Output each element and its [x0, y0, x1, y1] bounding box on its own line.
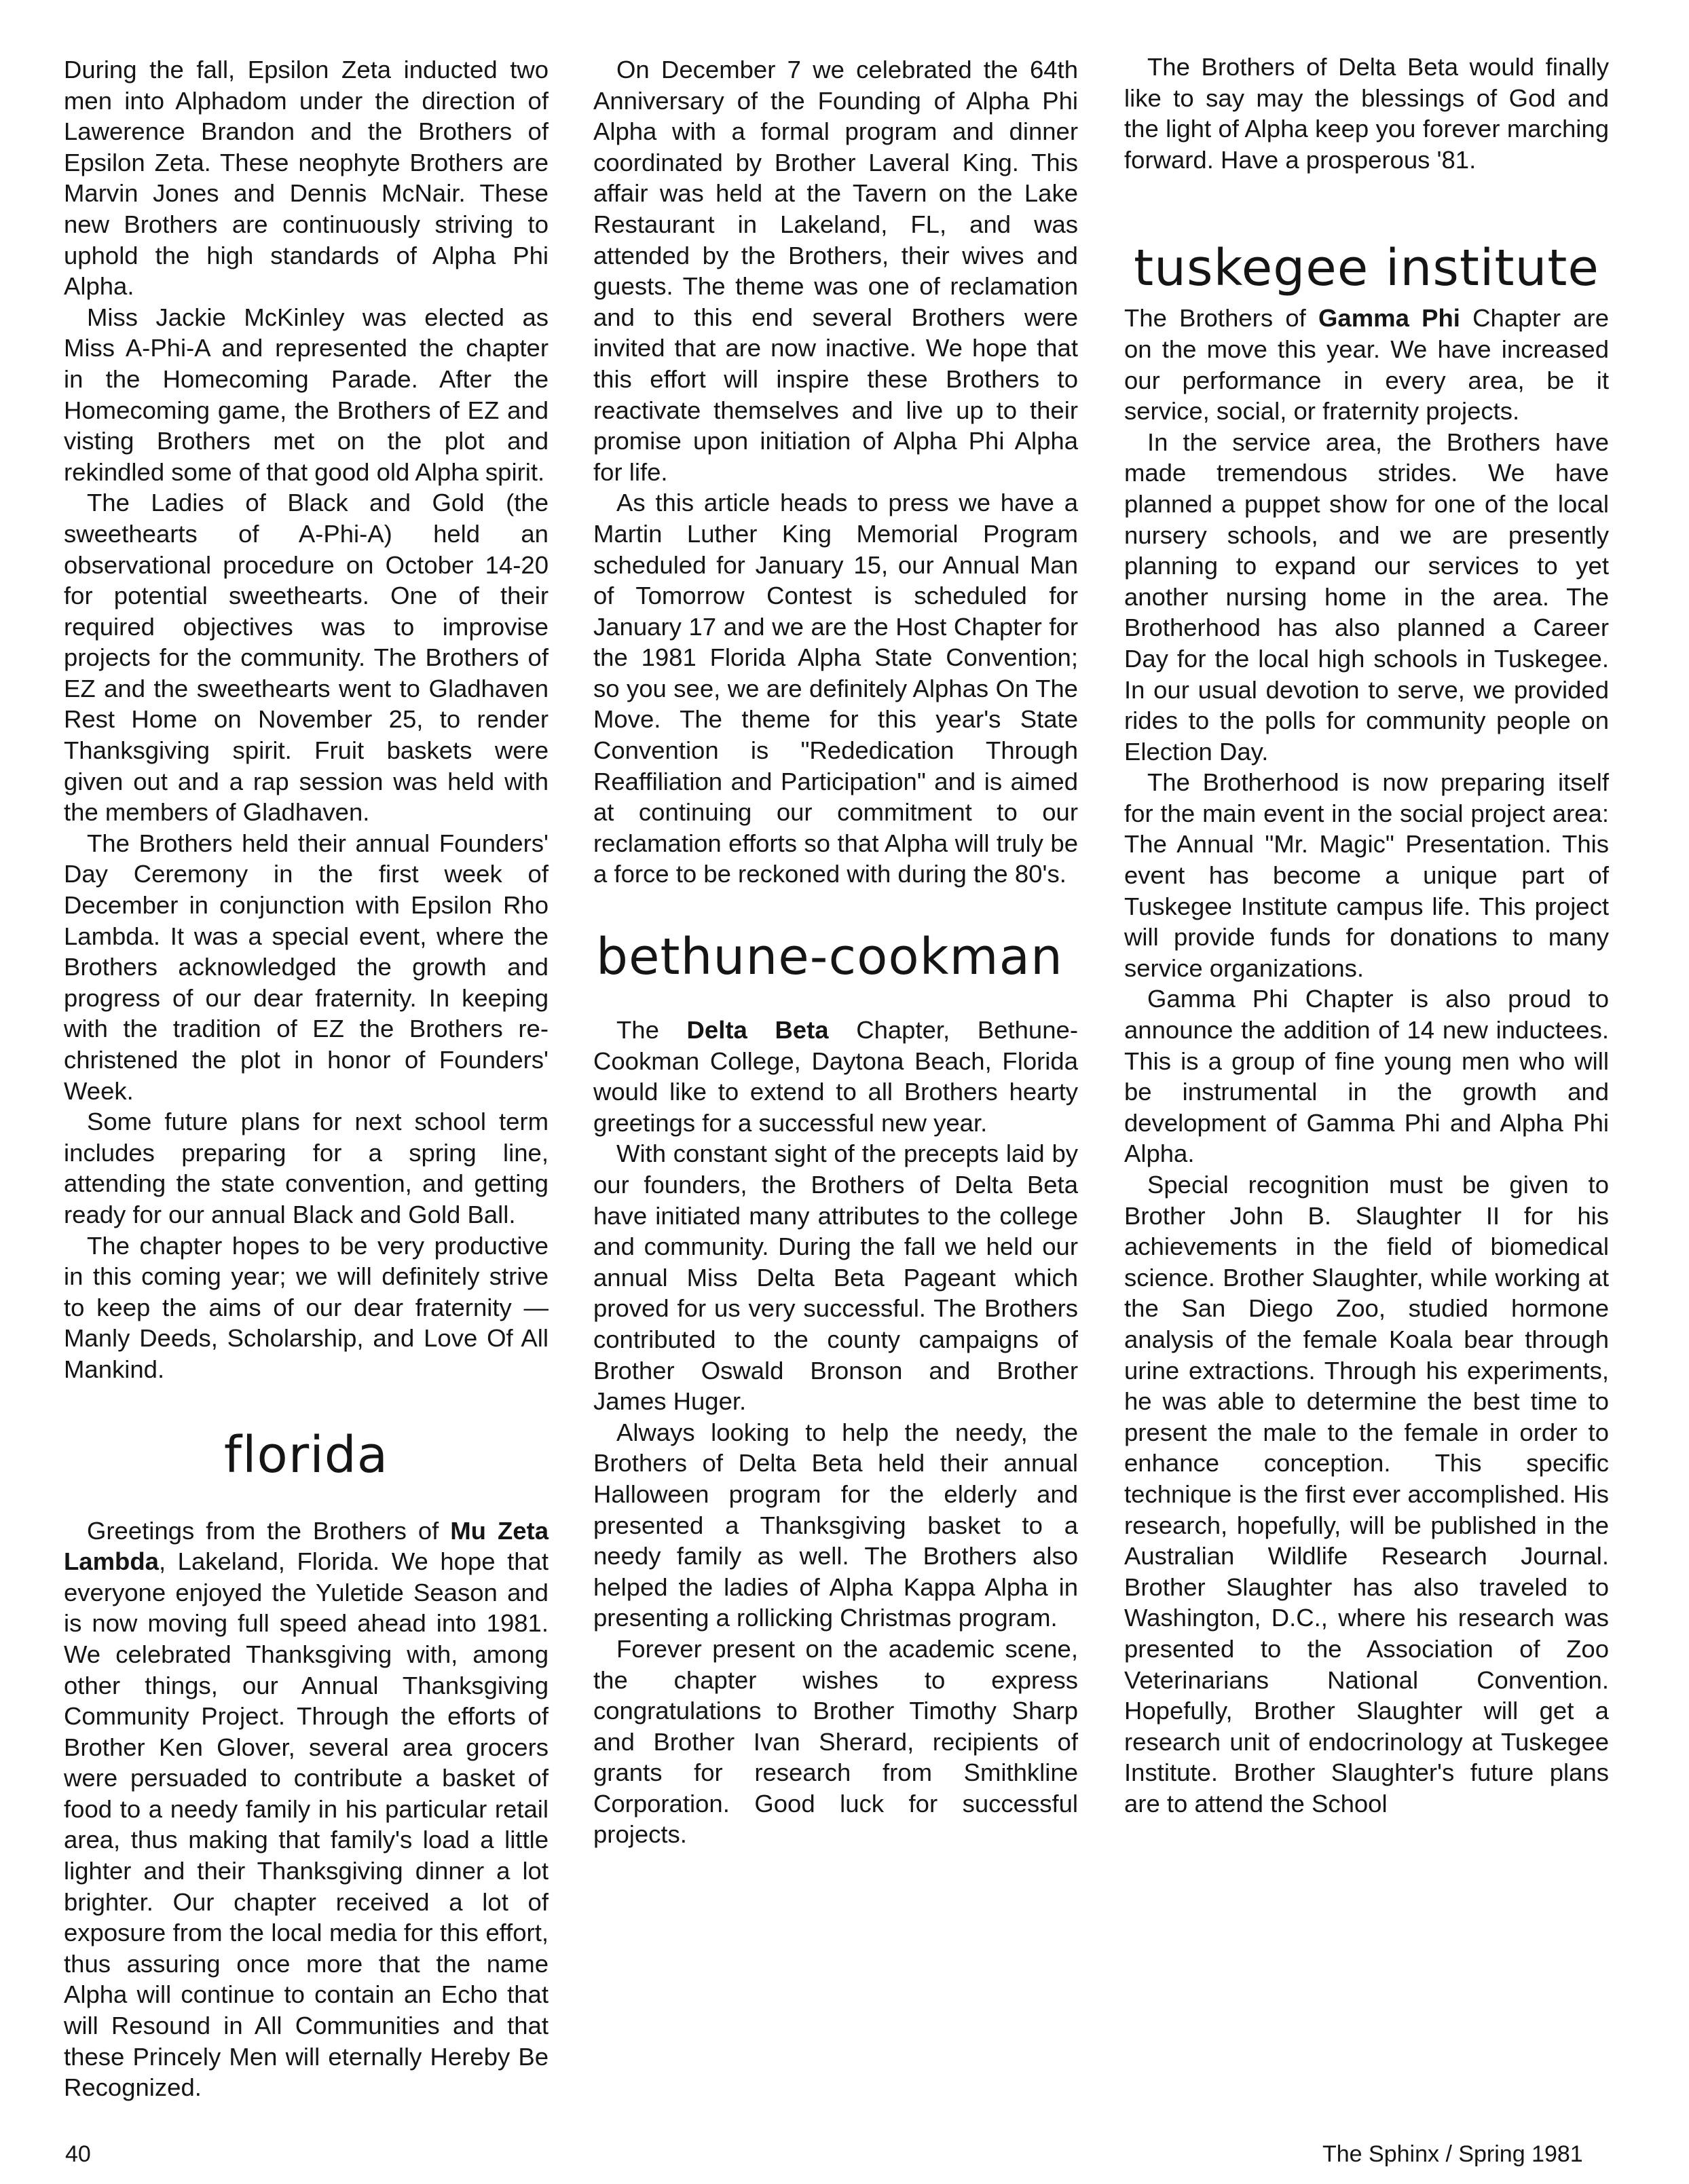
florida-p1-start: Greetings from the Brothers of	[87, 1516, 451, 1545]
florida-paragraph-3: As this article heads to press we have a Martin Luther King Memorial Program scheduled for January 15, our Annual Man of Tomorrow Contest is scheduled for January 17 and we are the Host Chapter for the 1981 Florida Alpha State Convention; so you see, we are definitely Alphas On The Move. The theme for this year's State Convention is "Rededication Through Reaffiliation and Participation" and is aimed at continuing our commitment to our reclamation efforts so that Alpha will truly be a force to be reckoned with during the 80's.	[593, 489, 1078, 888]
epsilon-zeta-paragraph-4: The Brothers held their annual Founders' Day Ceremony in the first week of December in conjunction with Epsilon Rho Lambda. It was a special event, where the Brothers acknowledged the growth and progress of our dear fraternity. In keeping with the tradition of EZ the Brothers re-christened the plot in honor of Founders' Week.	[64, 829, 549, 1105]
column-3	[1124, 52, 1609, 1819]
bethune-p1-start: The	[616, 1016, 687, 1044]
column-1	[64, 54, 549, 2103]
running-footer: The Sphinx / Spring 1981	[1322, 2141, 1583, 2167]
tuskegee-paragraph-5: Special recognition must be given to Brother John B. Slaughter II for his achievements in the field of biomedical science. Brother Slaughter, while working at the San Diego Zoo, studied hormone analysis of the female Koala bear through urine extractions. Through his experiments, he was able to determine the best time to present the male to the female in order to enhance conception. This specific technique is the first ever accomplished. His research, hopefully, will be published in the Australian Wildlife Research Journal. Brother Slaughter has also traveled to Washington, D.C., where his research was presented to the Association of Zoo Veterinarians National Convention. Hopefully, Brother Slaughter will get a research unit of endocrinology at Tuskegee Institute. Brother Slaughter's future plans are to attend the School	[1124, 1171, 1609, 1818]
bethune-paragraph-1	[593, 1015, 1078, 1138]
bethune-cookman-heading: bethune-cookman	[596, 928, 1063, 987]
florida-p1-rest: , Lakeland, Florida. We hope that everyone enjoyed the Yuletide Season and is now moving full speed ahead into 1981. We celebrated Thanksgiving with, among other things, our Annual Thanksgiving Community Project. Through the efforts of Brother Ken Glover, several area grocers were persuaded to contribute a basket of food to a needy family in his particular retail area, thus making that family's load a little lighter and their Thanksgiving dinner a lot brighter. Our chapter received a lot of exposure from the local media for this effort, thus assuring once more that the name Alpha will continue to contain an Echo that will Resound in All Communities and that these Princely Men will eternally Hereby Be Recognized.	[64, 1547, 549, 2102]
bethune-paragraph-5: The Brothers of Delta Beta would finally like to say may the blessings of God and the light of Alpha keep you forever marching forward. Have a prosperous '81.	[1124, 53, 1609, 174]
tuskegee-p1-rest: Chapter are on the move this year. We have increased our performance in every area, be it service, social, or fraternity projects.	[1124, 304, 1610, 426]
tuskegee-institute-heading: tuskegee institute	[1134, 239, 1599, 298]
chapter-name-gamma-phi: Gamma Phi	[1318, 304, 1460, 333]
chapter-name-delta-beta: Delta Beta	[686, 1016, 829, 1044]
page-number: 40	[65, 2141, 91, 2167]
bethune-p1-rest: Chapter, Bethune-Cookman College, Daytona Beach, Florida would like to extend to all Brothers hearty greetings for a successful new year.	[593, 1016, 1078, 1137]
bethune-paragraph-2: With constant sight of the precepts laid by our founders, the Brothers of Delta Beta have initiated many attributes to the college and community. During the fall we held our annual Miss Delta Beta Pageant which proved for us very successful. The Brothers contributed to the county campaigns of Brother Oswald Bronson and Brother James Huger.	[593, 1140, 1078, 1416]
epsilon-zeta-paragraph-3: The Ladies of Black and Gold (the sweethearts of A-Phi-A) held an observational procedure on October 14-20 for potential sweethearts. One of their required objectives was to improvise projects for the community. The Brothers of EZ and the sweethearts went to Gladhaven Rest Home on November 25, to render Thanksgiving spirit. Fruit baskets were given out and a rap session was held with the members of Gladhaven.	[64, 489, 549, 827]
tuskegee-p1-start: The Brothers of	[1124, 304, 1318, 333]
florida-paragraph-1	[64, 1515, 549, 2103]
epsilon-zeta-paragraph-1: During the fall, Epsilon Zeta inducted two men into Alphadom under the direction of Lawerence Brandon and the Brothers of Epsilon Zeta. These neophyte Brothers are Marvin Jones and Dennis McNair. These new Brothers are continuously striving to uphold the high standards of Alpha Phi Alpha.	[64, 56, 549, 301]
tuskegee-paragraph-2: In the service area, the Brothers have made tremendous strides. We have planned a puppet show for one of the local nursery schools, and we are presently planning to expand our services to yet another nursing home in the area. The Brotherhood has also planned a Career Day for the local high schools in Tuskegee. In our usual devotion to serve, we provided rides to the polls for community people on Election Day.	[1124, 428, 1609, 766]
bethune-paragraph-4: Forever present on the academic scene, the chapter wishes to express congratulations to Brother Timothy Sharp and Brother Ivan Sherard, recipients of grants for research from Smithkline Corporation. Good luck for successful projects.	[593, 1634, 1078, 1849]
column-2	[593, 54, 1078, 1850]
epsilon-zeta-paragraph-5: Some future plans for next school term includes preparing for a spring line, attending the state convention, and getting ready for our annual Black and Gold Ball.	[64, 1108, 549, 1228]
florida-paragraph-2: On December 7 we celebrated the 64th Anniversary of the Founding of Alpha Phi Alpha with a formal program and dinner coordinated by Brother Laveral King. This affair was held at the Tavern on the Lake Restaurant in Lakeland, FL, and was attended by the Brothers, their wives and guests. The theme was one of reclamation and to this end several Brothers were invited that are now inactive. We hope that this effort will inspire these Brothers to reactivate themselves and live up to their promise upon initiation of Alpha Phi Alpha for life.	[593, 56, 1078, 486]
epsilon-zeta-paragraph-6: The chapter hopes to be very productive in this coming year; we will definitely strive to keep the aims of our dear fraternity — Manly Deeds, Scholarship, and Love Of All Mankind.	[64, 1231, 549, 1383]
tuskegee-paragraph-1	[1124, 303, 1609, 426]
bethune-paragraph-3: Always looking to help the needy, the Brothers of Delta Beta held their annual Halloween program for the elderly and presented a Thanksgiving basket to a needy family as well. The Brothers also helped the ladies of Alpha Kappa Alpha in presenting a rollicking Christmas program.	[593, 1418, 1078, 1632]
chapter-name-mu-zeta-lambda: Mu Zeta Lambda	[64, 1516, 549, 1576]
florida-heading: florida	[223, 1425, 389, 1484]
epsilon-zeta-paragraph-2: Miss Jackie McKinley was elected as Miss A-Phi-A and represented the chapter in the Homecoming Parade. After the Homecoming game, the Brothers of EZ and visting Brothers met on the plot and rekindled some of that good old Alpha spirit.	[64, 303, 549, 486]
tuskegee-paragraph-3: The Brotherhood is now preparing itself for the main event in the social project area: The Annual "Mr. Magic" Presentation. This event has become a unique part of Tuskegee Institute campus life. This project will provide funds for donations to many service organizations.	[1124, 768, 1609, 982]
tuskegee-paragraph-4: Gamma Phi Chapter is also proud to announce the addition of 14 new inductees. This is a group of fine young men who will be instrumental in the growth and development of Gamma Phi and Alpha Phi Alpha.	[1124, 985, 1609, 1168]
